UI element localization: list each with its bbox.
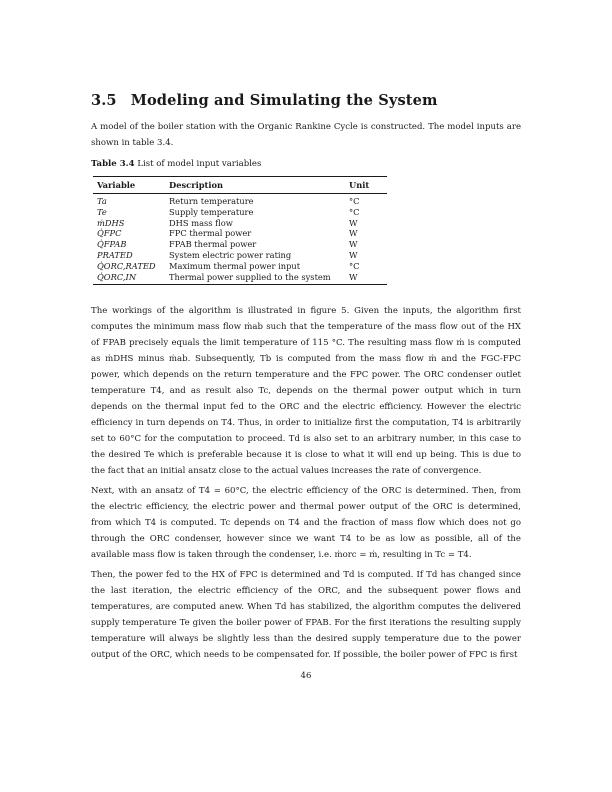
table-cell-unit: W: [349, 217, 358, 228]
page-number: 46: [300, 671, 312, 681]
table-header-variable: Variable: [93, 177, 165, 194]
table-row: [93, 250, 387, 261]
body-paragraph: Next, with an ansatz of T4 = 60°C, the electric efficiency of the ORC is determined. Then, from the electric efficiency, the electric power and thermal power output of the ORC is determined, from which T4 is computed. Tc depends on T4 and the fraction of mass flow which does not go through the ORC condenser, however since we want T4 to be as low as possible, all of the available mass flow is taken through the condenser, i.e. ṁorc = ṁ, resulting in Tc = T4.: [91, 486, 521, 561]
table-header-unit: Unit: [345, 177, 387, 194]
table-cell-variable: Q̇FPC: [97, 228, 122, 239]
table-cell-unit: W: [349, 239, 358, 250]
page-body: [91, 92, 521, 667]
table-row: [93, 239, 387, 250]
table-caption-label: Table 3.4: [91, 159, 135, 169]
table-cell-unit: W: [349, 228, 358, 239]
body-paragraph: Then, the power fed to the HX of FPC is determined and Td is computed. If Td has changed since the last iteration, the electric efficiency of the ORC, and the subsequent power flows and temperatures, are computed anew. When Td has stabilized, the algorithm computes the delivered supply temperature Te given the boiler power of FPAB. For the first iterations the resulting supply temperature will always be slightly less than the desired supply temperature due to the power output of the ORC, which needs to be compensated for. If possible, the boiler power of FPC is first: [91, 570, 521, 661]
table-row: [93, 207, 387, 218]
table-cell-description: Maximum thermal power input: [169, 260, 301, 271]
table-header-description: Description: [165, 177, 345, 194]
model-input-table: [93, 176, 387, 285]
table-cell-description: DHS mass flow: [169, 217, 233, 228]
table-cell-unit: W: [349, 249, 358, 260]
table-cell-unit: °C: [349, 196, 360, 206]
table-caption-text: List of model input variables: [137, 159, 262, 169]
table-cell-variable: Q̇ORC,IN: [93, 272, 165, 285]
table-row: [93, 228, 387, 239]
table-cell-variable: Q̇ORC,RATED: [97, 260, 156, 271]
table-cell-description: Return temperature: [169, 196, 254, 206]
table-caption: [91, 158, 521, 170]
table-cell-description: Thermal power supplied to the system: [165, 272, 345, 285]
table-cell-unit: W: [345, 272, 387, 285]
table-row: [93, 218, 387, 229]
table-cell-description: FPC thermal power: [169, 228, 252, 239]
table-cell-description: System electric power rating: [169, 249, 292, 260]
intro-paragraph: A model of the boiler station with the Organic Rankine Cycle is constructed. The model inputs are shown in table 3.4.: [91, 122, 521, 148]
table-cell-variable: PRATED: [97, 249, 133, 260]
table-row: [93, 261, 387, 272]
table-cell-variable: Ta: [97, 196, 107, 206]
table-cell-variable: ṁDHS: [97, 217, 125, 228]
table-cell-description: Supply temperature: [169, 206, 254, 217]
table-cell-unit: °C: [349, 260, 360, 271]
section-number: 3.5: [91, 92, 117, 109]
table-cell-description: FPAB thermal power: [169, 239, 257, 250]
table-cell-variable: Te: [97, 206, 107, 217]
section-title: Modeling and Simulating the System: [130, 92, 438, 109]
table-cell-variable: Q̇FPAB: [97, 239, 127, 250]
section-heading: [91, 92, 521, 109]
table-row: [93, 272, 387, 285]
table-cell-unit: °C: [349, 206, 360, 217]
table-row: [93, 194, 387, 207]
table-header-row: [93, 177, 387, 194]
body-paragraph: The workings of the algorithm is illustrated in figure 5. Given the inputs, the algorithm first computes the minimum mass flow ṁab such that the temperature of the mass flow out of the HX of FPAB precisely equals the limit temperature of 115 °C. The resulting mass flow ṁ is computed as ṁDHS minus ṁab. Subsequently, Tb is computed from the mass flow ṁ and the FGC-FPC power, which depends on the return temperature and the FPC power. The ORC condenser outlet temperature T4, and as result also Tc, depends on the thermal power output which in turn depends on the thermal input fed to the ORC and the electric efficiency. However the electric efficiency in turn depends on T4. Thus, in order to initialize first the computation, T4 is arbitrarily set to 60°C for the computation to proceed. Td is also set to an arbitrary number, in this case to the desired Te which is preferable because it is close to what it will end up being. This is due to the fact that an initial ansatz close to the actual values increases the rate of convergence.: [91, 306, 521, 477]
